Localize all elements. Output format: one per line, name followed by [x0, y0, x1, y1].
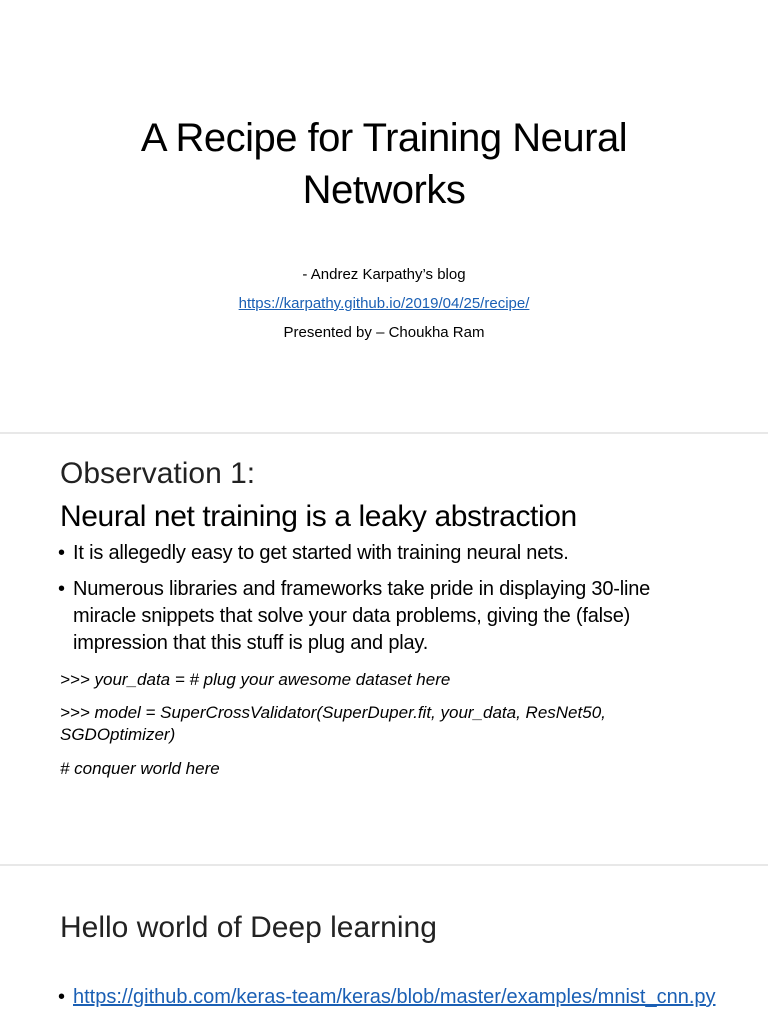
code-line-data: >>> your_data = # plug your awesome dataset here: [60, 670, 451, 689]
hello-world-slide: [0, 866, 768, 1024]
slide-title: [40, 112, 728, 216]
bullet-dot-icon: •: [58, 542, 65, 564]
observation-heading: Observation 1:: [60, 457, 256, 490]
slide-title-line-2: Networks: [302, 168, 466, 212]
bullet-item: [58, 540, 718, 567]
bullet-dot-icon: •: [58, 578, 65, 600]
hello-world-heading: Hello world of Deep learning: [60, 911, 437, 944]
code-line-conquer: # conquer world here: [60, 759, 220, 778]
link-bullet-item: [58, 984, 733, 1010]
observation-slide: [0, 434, 768, 864]
author-credit: - Andrez Karpathy’s blog: [302, 266, 466, 283]
slide-title-line-1: A Recipe for Training Neural: [140, 116, 628, 160]
mnist-example-link[interactable]: https://github.com/keras-team/keras/blob/master/examples/mnist_cnn.py: [73, 986, 716, 1008]
blog-url: [40, 294, 728, 314]
bullet-dot-icon: •: [58, 986, 66, 1008]
bullet-text: Numerous libraries and frameworks take pride in displaying 30-line miracle snippets that solve your data problems, giving the (false) impression that this stuff is plug and play.: [73, 578, 651, 654]
code-line-model: >>> model = SuperCrossValidator(SuperDuper.fit, your_data, ResNet50, SGDOptimizer): [60, 703, 606, 744]
presenter-credit: Presented by – Choukha Ram: [283, 324, 485, 341]
title-slide: [0, 0, 768, 432]
bullet-text: It is allegedly easy to get started with training neural nets.: [73, 542, 569, 564]
observation-subheading: Neural net training is a leaky abstraction: [60, 500, 577, 533]
observation-bullet-list: [58, 540, 718, 666]
blog-url-link[interactable]: https://karpathy.github.io/2019/04/25/recipe/: [238, 295, 530, 312]
bullet-item: [58, 576, 718, 657]
